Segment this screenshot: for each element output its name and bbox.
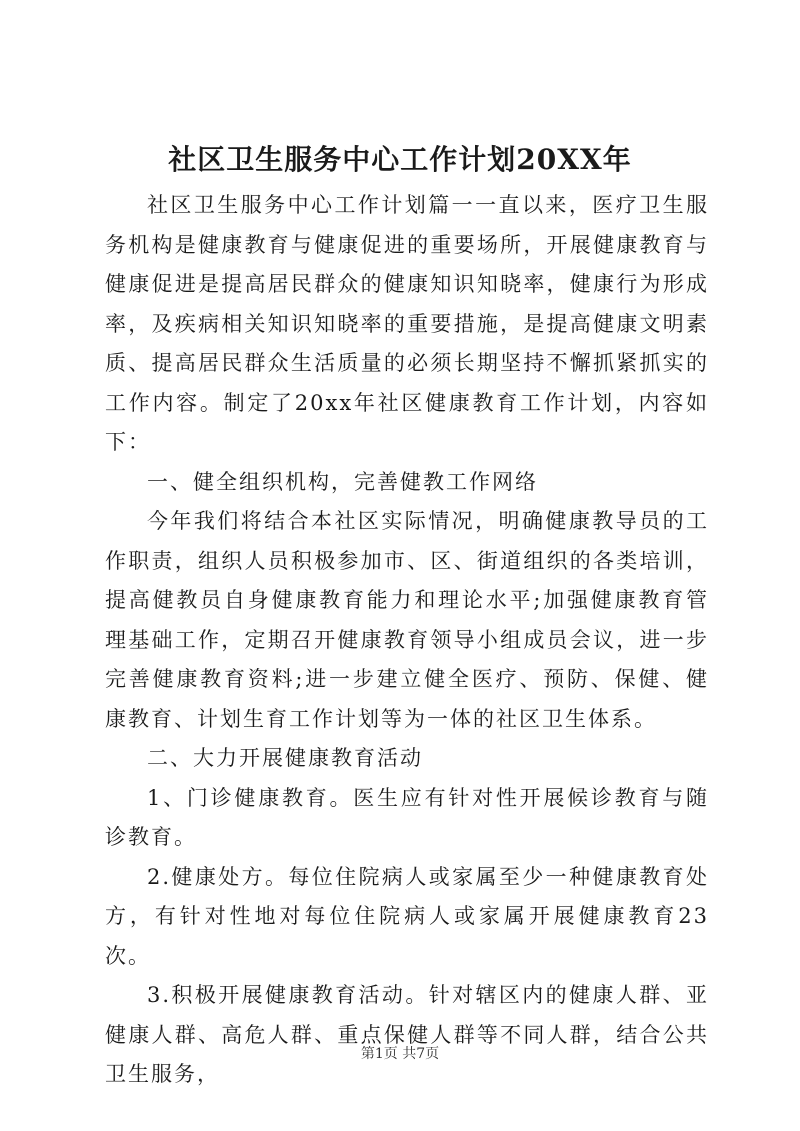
- paragraph-item-2: 2.健康处方。每位住院病人或家属至少一种健康教育处方，有针对性地对每位住院病人或家属开展健康教育23次。: [105, 864, 709, 968]
- paragraph-item-3: 3.积极开展健康教育活动。针对辖区内的健康人群、亚健康人群、高危人群、重点保健人群等不同人群，结合公共卫生服务，: [105, 983, 709, 1086]
- section-heading-2: 二、大力开展健康教育活动: [147, 746, 423, 770]
- paragraph-item-1: 1、门诊健康教育。医生应有针对性开展候诊教育与随诊教育。: [105, 785, 709, 849]
- paragraph-organization: 今年我们将结合本社区实际情况，明确健康教导员的工作职责，组织人员积极参加市、区、街道组织的各类培训，提高健教员自身健康教育能力和理论水平;加强健康教育管理基础工作，定期召开健康教育领导小组成员会议，进一步完善健康教育资料;进一步建立健全医疗、预防、保健、健康教育、计划生育工作计划等为一体的社区卫生体系。: [105, 509, 709, 731]
- document-title: 社区卫生服务中心工作计划20XX年: [168, 143, 632, 176]
- page-footer: 第1页 共7页: [360, 1046, 440, 1062]
- document-body: [105, 186, 709, 1095]
- paragraph-intro: 社区卫生服务中心工作计划篇一一直以来，医疗卫生服务机构是健康教育与健康促进的重要场所，开展健康教育与健康促进是提高居民群众的健康知识知晓率，健康行为形成率，及疾病相关知识知晓率的重要措施，是提高健康文明素质、提高居民群众生活质量的必须长期坚持不懈抓紧抓实的工作内容。制定了20xx年社区健康教育工作计划，内容如下：: [105, 193, 709, 454]
- section-heading-1: 一、健全组织机构，完善健教工作网络: [147, 469, 538, 494]
